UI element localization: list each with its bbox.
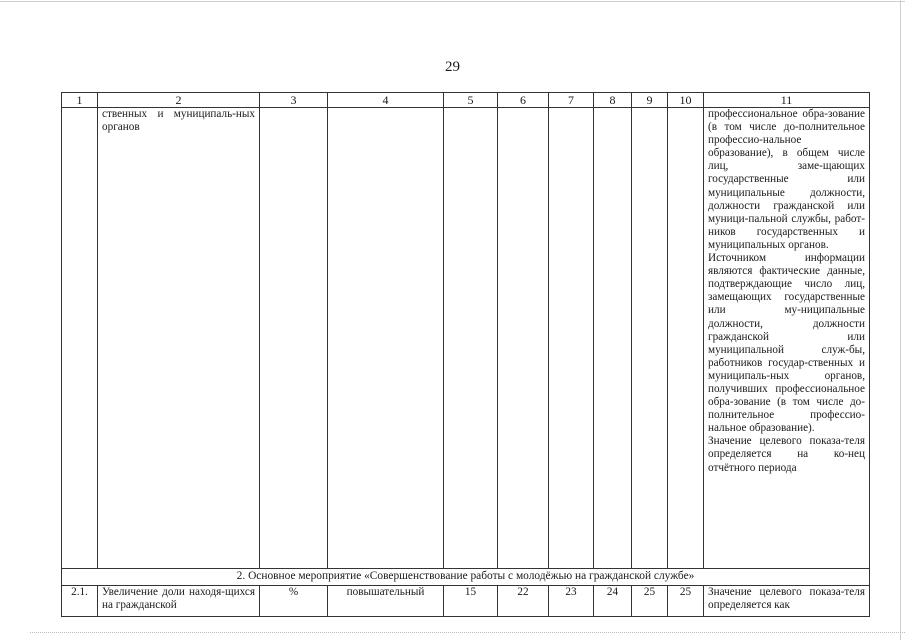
page-number: 29 [445,59,460,75]
cell-value [594,108,632,569]
column-header: 1 [62,93,98,108]
column-header: 5 [444,93,498,108]
section-row [62,569,870,586]
cell-value: 25 [668,586,704,617]
cell-number: 2.1. [62,586,98,617]
column-header: 4 [328,93,444,108]
cell-indicator-name: Увеличение доли находя-щихся на гражданской [98,586,260,617]
table-header-row [62,93,870,108]
cell-value [444,108,498,569]
table-row-continued [62,108,870,569]
cell-indicator-name: ственных и муниципаль-ных органов [98,108,260,569]
column-header: 3 [260,93,328,108]
table-row [62,586,870,617]
method-paragraph: профессиональное обра-зование (в том числе до-полнительное профессио-нальное образование), в общем числе лиц, заме-щающих государственные или муниципальные должности, должности гражданской или муници-пальной службы, работ-ников государственных и муниципальных органов. [708,108,865,251]
method-paragraph: Источником информации являются фактические данные, подтверждающие число лиц, замещающих государственные или му-ниципальные должности, должности гражданской или муниципальной служ-бы, работников государ-ственных и муниципаль-ных органов, получивших профессиональное обра-зование (в том числе до-полнительное профессио-нальное образование). [708,252,865,435]
column-header: 6 [498,93,549,108]
column-header: 8 [594,93,632,108]
cell-method-note [704,108,870,569]
cell-value: 22 [498,586,549,617]
cell-value: 24 [594,586,632,617]
cell-number [62,108,98,569]
cell-direction [328,108,444,569]
cell-value: 15 [444,586,498,617]
cell-value: 25 [632,586,668,617]
section-title: 2. Основное мероприятие «Совершенствование работы с молодёжью на гражданской службе» [62,569,870,586]
cell-method-note: Значение целевого показа-теля определяется как [704,586,870,617]
cell-direction: повышательный [328,586,444,617]
cell-unit: % [260,586,328,617]
cell-unit [260,108,328,569]
cell-value [498,108,549,569]
indicator-table [61,92,870,617]
cell-value: 23 [549,586,594,617]
column-header: 10 [668,93,704,108]
method-paragraph: Значение целевого показа-теля определяется на ко-нец отчётного периода [708,435,865,474]
column-header: 11 [704,93,870,108]
cell-value [549,108,594,569]
column-header: 2 [98,93,260,108]
page-edge-right [900,0,901,640]
cell-value [668,108,704,569]
column-header: 9 [632,93,668,108]
page-edge-bottom [30,632,905,633]
page-edge-top [0,1,905,2]
column-header: 7 [549,93,594,108]
cell-value [632,108,668,569]
